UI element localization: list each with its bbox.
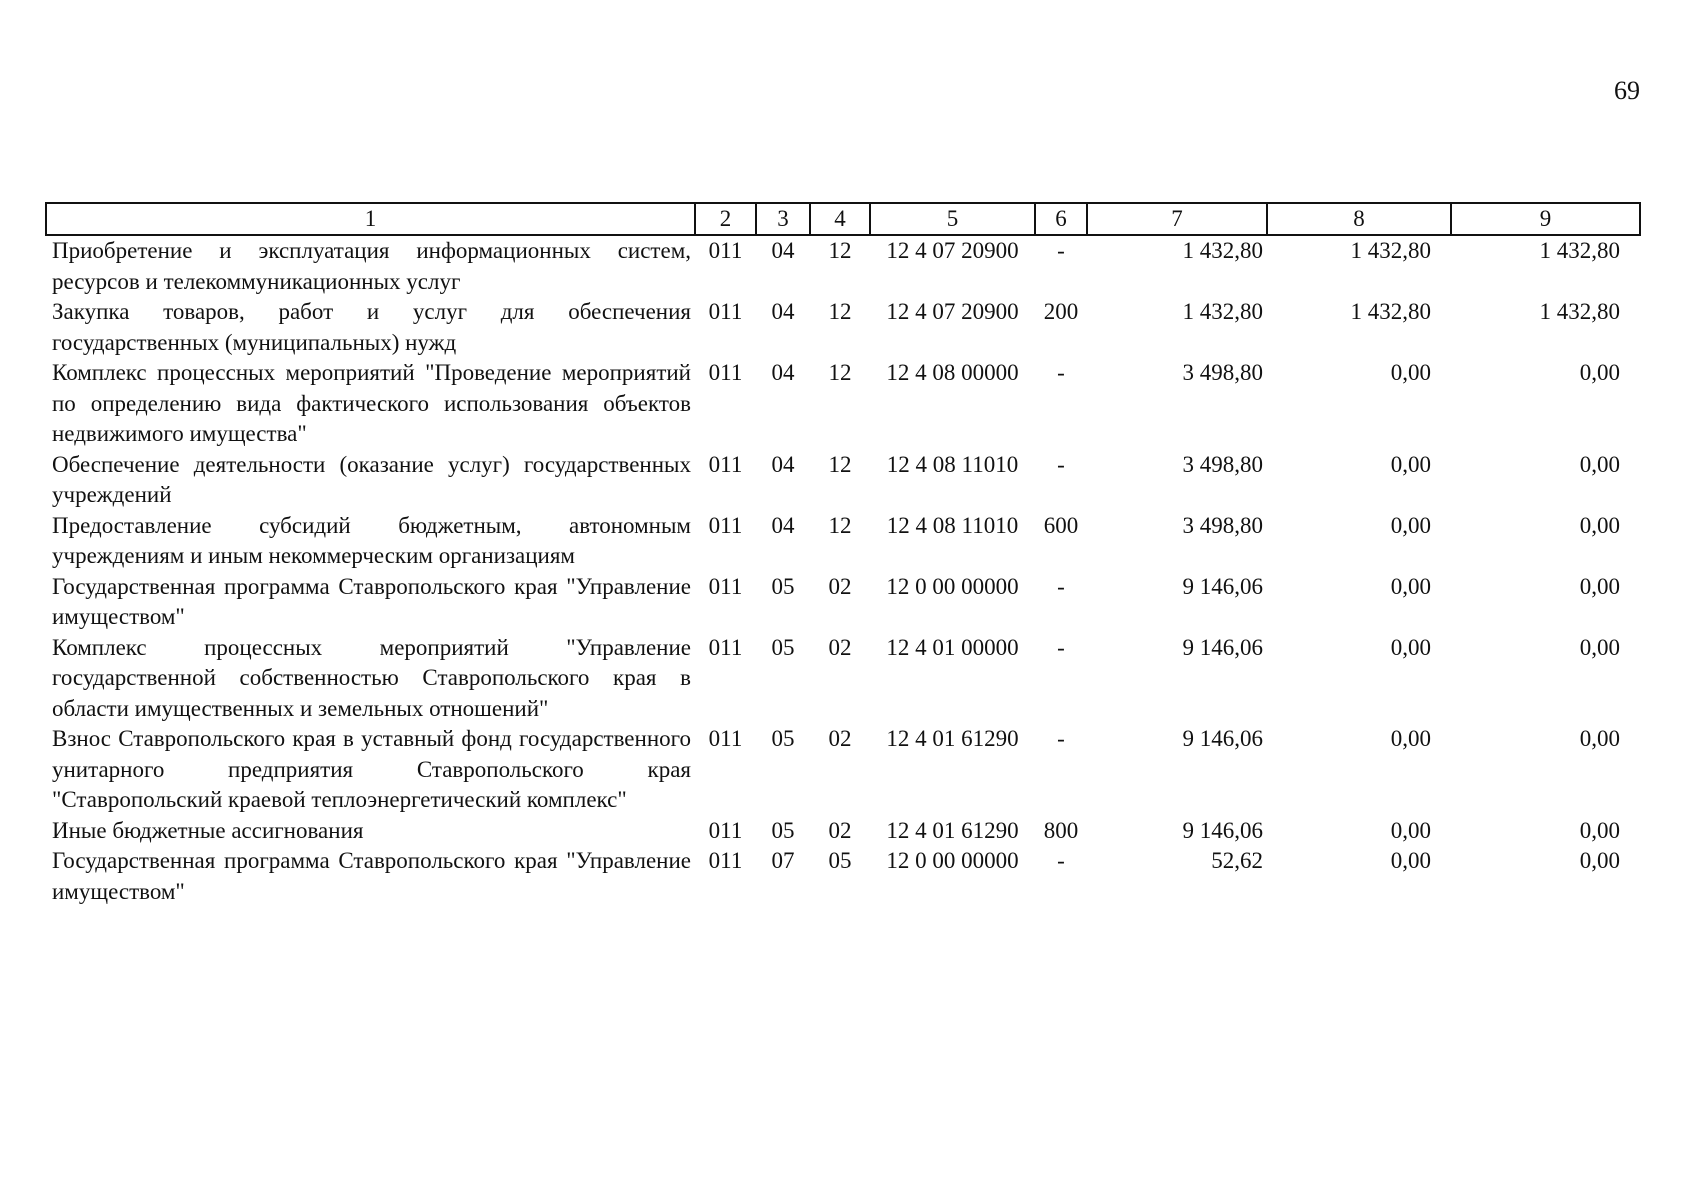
table-row — [46, 297, 1640, 358]
row-c7: 9 146,06 — [1182, 817, 1263, 843]
row-c2: 011 — [708, 238, 743, 263]
row-c3: 05 — [771, 573, 795, 599]
row-c2: 011 — [708, 634, 743, 660]
row-c3: 04 — [771, 360, 795, 385]
row-c6: 200 — [1043, 299, 1079, 324]
budget-table-container — [45, 202, 1639, 907]
row-c9: 0,00 — [1579, 573, 1620, 599]
row-c4: 02 — [828, 573, 852, 599]
row-c5: 12 0 00 00000 — [886, 573, 1019, 599]
header-col-6: 6 — [1035, 203, 1087, 235]
row-c7: 9 146,06 — [1182, 634, 1263, 660]
row-c9: 0,00 — [1579, 360, 1620, 385]
row-c9: 0,00 — [1579, 512, 1620, 538]
header-col-9: 9 — [1451, 203, 1640, 235]
row-c3: 04 — [771, 512, 795, 538]
row-c3: 05 — [771, 726, 795, 751]
row-c9: 1 432,80 — [1539, 238, 1620, 263]
row-c8: 0,00 — [1390, 512, 1431, 538]
row-c7: 1 432,80 — [1182, 299, 1263, 324]
row-name: Государственная программа Ставропольского края "Управление имуществом" — [52, 573, 691, 629]
row-c5: 12 4 08 00000 — [886, 360, 1019, 385]
row-c4: 12 — [828, 360, 852, 385]
row-c9: 0,00 — [1579, 848, 1620, 873]
row-name: Государственная программа Ставропольского края "Управление имуществом" — [52, 848, 691, 904]
header-col-8: 8 — [1267, 203, 1451, 235]
row-c2: 011 — [708, 817, 743, 843]
row-c5: 12 4 08 11010 — [886, 451, 1019, 477]
row-c7: 9 146,06 — [1182, 573, 1263, 599]
table-row — [46, 358, 1640, 450]
header-col-4: 4 — [810, 203, 870, 235]
table-row — [46, 633, 1640, 725]
row-c8: 0,00 — [1390, 848, 1431, 873]
row-c4: 12 — [828, 238, 852, 263]
row-c5: 12 4 01 61290 — [886, 817, 1019, 843]
header-col-5: 5 — [870, 203, 1035, 235]
row-c8: 1 432,80 — [1350, 238, 1431, 263]
row-name: Приобретение и эксплуатация информационных систем, ресурсов и телекоммуникационных услуг — [52, 238, 691, 294]
row-c6: - — [1057, 848, 1065, 873]
row-c6: 800 — [1043, 817, 1079, 843]
row-name: Предоставление субсидий бюджетным, автономным учреждениям и иным некоммерческим организациям — [52, 512, 691, 568]
row-c8: 1 432,80 — [1350, 299, 1431, 324]
row-c6: - — [1057, 238, 1065, 263]
row-c3: 04 — [771, 238, 795, 263]
row-c4: 12 — [828, 512, 852, 538]
header-col-1: 1 — [46, 203, 695, 235]
row-c8: 0,00 — [1390, 451, 1431, 477]
row-name: Взнос Ставропольского края в уставный фонд государственного унитарного предприятия Ставропольского края "Ставропольский краевой теплоэнергетический комплекс" — [52, 726, 691, 812]
row-c3: 07 — [771, 848, 795, 873]
row-c6: - — [1057, 360, 1065, 385]
row-c7: 3 498,80 — [1182, 451, 1263, 477]
row-c9: 0,00 — [1579, 726, 1620, 751]
row-c6: - — [1057, 573, 1065, 599]
row-c8: 0,00 — [1390, 573, 1431, 599]
row-c6: 600 — [1043, 512, 1079, 538]
row-c4: 12 — [828, 451, 852, 477]
table-row — [46, 724, 1640, 816]
row-c3: 04 — [771, 299, 795, 324]
row-c9: 1 432,80 — [1539, 299, 1620, 324]
row-c4: 05 — [828, 848, 852, 873]
header-row — [46, 203, 1640, 235]
row-c3: 04 — [771, 451, 795, 477]
header-col-7: 7 — [1087, 203, 1267, 235]
budget-table — [45, 202, 1641, 907]
row-c7: 3 498,80 — [1182, 512, 1263, 538]
row-c8: 0,00 — [1390, 360, 1431, 385]
row-name: Комплекс процессных мероприятий "Проведение мероприятий по определению вида фактического использования объектов недвижимого имущества" — [52, 360, 691, 446]
row-c4: 02 — [828, 726, 852, 751]
row-c7: 52,62 — [1211, 848, 1263, 873]
row-c5: 12 0 00 00000 — [886, 848, 1019, 873]
row-c7: 1 432,80 — [1182, 238, 1263, 263]
row-c6: - — [1057, 634, 1065, 660]
row-c7: 9 146,06 — [1182, 726, 1263, 751]
row-c2: 011 — [708, 451, 743, 477]
row-c3: 05 — [771, 817, 795, 843]
header-col-3: 3 — [756, 203, 810, 235]
row-c2: 011 — [708, 512, 743, 538]
row-c2: 011 — [708, 726, 743, 751]
row-c8: 0,00 — [1390, 726, 1431, 751]
row-c9: 0,00 — [1579, 817, 1620, 843]
row-c8: 0,00 — [1390, 817, 1431, 843]
row-name: Закупка товаров, работ и услуг для обеспечения государственных (муниципальных) нужд — [52, 299, 691, 355]
page-number: 69 — [1614, 76, 1640, 105]
row-c5: 12 4 08 11010 — [886, 512, 1019, 538]
header-col-2: 2 — [695, 203, 756, 235]
row-c5: 12 4 07 20900 — [886, 299, 1019, 324]
row-c3: 05 — [771, 634, 795, 660]
table-row — [46, 450, 1640, 511]
row-c9: 0,00 — [1579, 634, 1620, 660]
row-c2: 011 — [708, 848, 743, 873]
table-row — [46, 846, 1640, 907]
row-c5: 12 4 01 61290 — [886, 726, 1019, 751]
row-c2: 011 — [708, 360, 743, 385]
table-row — [46, 816, 1640, 847]
row-name: Комплекс процессных мероприятий "Управление государственной собственностью Ставропольского края в области имущественных и земельных отношений" — [52, 634, 691, 721]
row-c4: 02 — [828, 634, 852, 660]
row-c4: 02 — [828, 817, 852, 843]
row-c2: 011 — [708, 573, 743, 599]
row-name: Иные бюджетные ассигнования — [52, 817, 364, 843]
row-c5: 12 4 07 20900 — [886, 238, 1019, 263]
row-c4: 12 — [828, 299, 852, 324]
row-c6: - — [1057, 451, 1065, 477]
row-c9: 0,00 — [1579, 451, 1620, 477]
row-c7: 3 498,80 — [1182, 360, 1263, 385]
row-c6: - — [1057, 726, 1065, 751]
row-name: Обеспечение деятельности (оказание услуг) государственных учреждений — [52, 451, 691, 507]
row-c8: 0,00 — [1390, 634, 1431, 660]
table-row — [46, 511, 1640, 572]
row-c5: 12 4 01 00000 — [886, 634, 1019, 660]
table-row — [46, 572, 1640, 633]
table-row — [46, 235, 1640, 297]
row-c2: 011 — [708, 299, 743, 324]
